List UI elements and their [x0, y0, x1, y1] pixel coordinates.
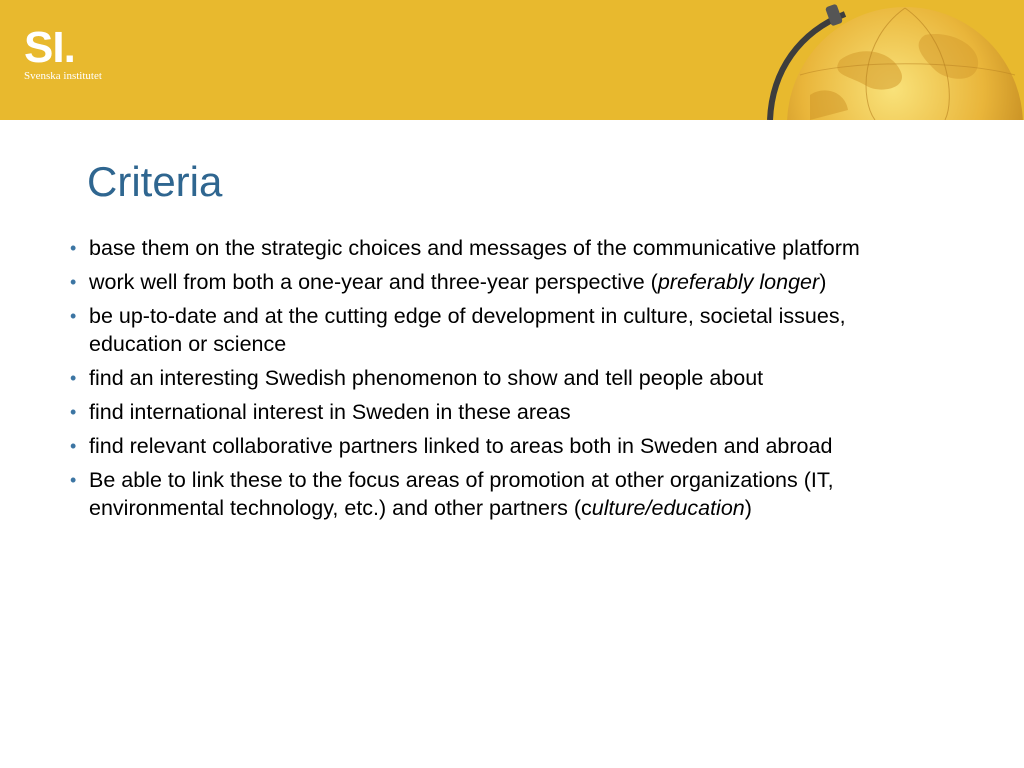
bullet-text: base them on the strategic choices and messages of the communicative platform	[89, 236, 860, 260]
list-item	[70, 432, 915, 460]
bullet-icon: •	[70, 402, 77, 422]
bullet-text: work well from both a one-year and three-year perspective (	[89, 270, 658, 294]
bullet-icon: •	[70, 272, 77, 292]
list-item	[70, 268, 915, 296]
logo-subtitle: Svenska institutet	[24, 70, 102, 82]
globe-icon	[750, 0, 1024, 120]
bullet-text-after: )	[744, 496, 752, 520]
bullet-text: be up-to-date and at the cutting edge of development in culture, societal issues, education or science	[89, 304, 846, 356]
slide-title: Criteria	[87, 158, 223, 205]
logo-mark: SI.	[24, 23, 75, 72]
list-item	[70, 234, 915, 262]
list-item	[70, 302, 915, 358]
bullet-text-after: )	[819, 270, 827, 294]
bullet-text: find an interesting Swedish phenomenon to show and tell people about	[89, 366, 764, 390]
bullet-emphasis: preferably longer	[657, 270, 820, 294]
bullet-text: find relevant collaborative partners linked to areas both in Sweden and abroad	[89, 434, 833, 458]
bullet-icon: •	[70, 436, 77, 456]
bullet-icon: •	[70, 368, 77, 388]
list-item	[70, 466, 915, 522]
bullet-icon: •	[70, 306, 77, 326]
bullet-text: Be able to link these to the focus areas of promotion at other organizations (IT, environmental technology, etc.) and other partners (c	[89, 468, 834, 520]
criteria-list	[70, 234, 915, 528]
logo	[24, 23, 102, 82]
list-item	[70, 364, 915, 392]
bullet-emphasis: ulture/education	[591, 496, 745, 520]
header-banner	[0, 0, 1024, 120]
bullet-icon: •	[70, 470, 77, 490]
list-item	[70, 398, 915, 426]
bullet-text: find international interest in Sweden in these areas	[89, 400, 571, 424]
bullet-icon: •	[70, 238, 77, 258]
